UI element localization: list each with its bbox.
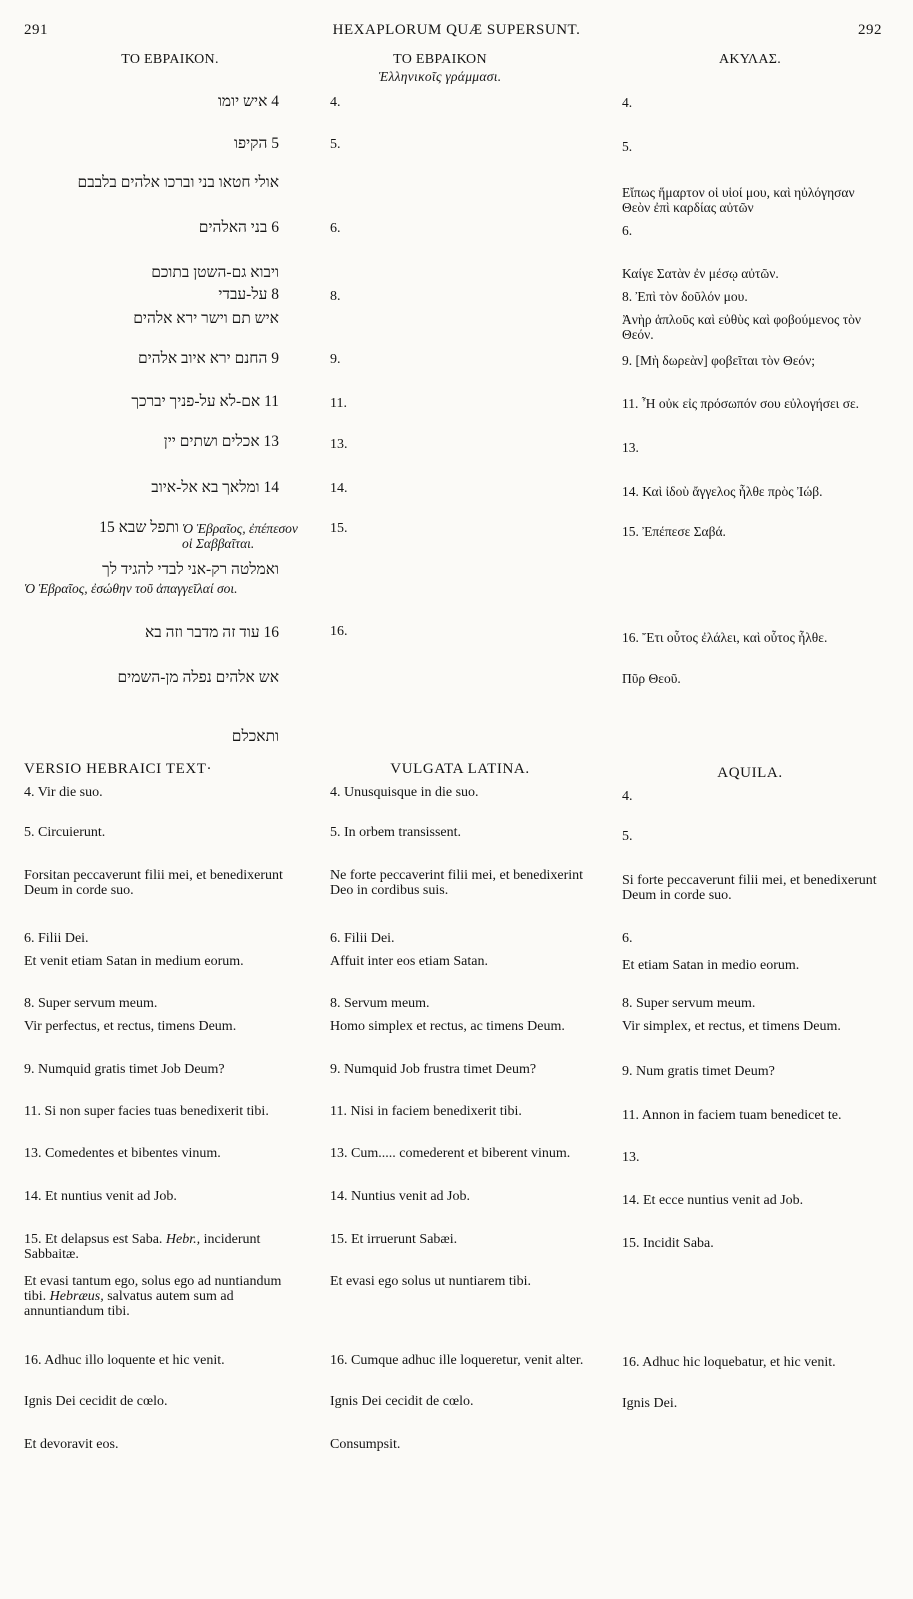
- hebrew-line: 5 הקיפו: [234, 135, 279, 152]
- translit-line: 16.: [330, 624, 348, 639]
- hebrew-line: 14 ומלאך בא אל-איוב: [151, 479, 279, 496]
- translit-line: 11.: [330, 396, 347, 411]
- vulgata-line: Affuit inter eos etiam Satan.: [330, 954, 488, 969]
- aquila-greek-line: 13.: [622, 440, 639, 455]
- page-number-left: 291: [24, 22, 48, 38]
- aquila-greek-line: Ἀνὴρ ἁπλοῦς καὶ εὐθὺς καὶ φοβούμενος τὸν Θεόν.: [622, 312, 861, 342]
- aquila-latin-line: Et etiam Satan in medio eorum.: [622, 958, 800, 973]
- aquila-greek-line: 11. Ἦ οὐκ εἰς πρόσωπόν σου εὐλογήσει σε.: [622, 396, 860, 411]
- translit-line: 9.: [330, 352, 341, 367]
- versio-line: Ignis Dei cecidit de cœlo.: [24, 1394, 168, 1409]
- aquila-greek-line: 4.: [622, 95, 633, 110]
- versio-line: 6. Filii Dei.: [24, 931, 89, 946]
- aquila-latin-line: 6.: [622, 931, 633, 946]
- hebrew-line: ואמלטה רק-אני לבדי להגיד לך: [102, 561, 279, 578]
- aquila-greek-line: 8. Ἐπὶ τὸν δοῦλόν μου.: [622, 289, 748, 304]
- aquila-greek-line: 14. Καὶ ἰδοὺ ἄγγελος ἦλθε πρὸς Ἰώβ.: [622, 484, 823, 499]
- versio-note-text: inciderunt Sabbaitæ.: [24, 1232, 261, 1262]
- col-header-transliterated: [320, 52, 560, 85]
- vulgata-line: 4. Unusquisque in die suo.: [330, 785, 479, 800]
- aquila-greek-line: Καίγε Σατὰν ἐν μέσῳ αὐτῶν.: [622, 266, 779, 281]
- versio-line: 8. Super servum meum.: [24, 996, 158, 1011]
- hebrew-line: אולי חטאו בני וברכו אלהים בלבבם: [77, 174, 279, 191]
- vulgata-line: 16. Cumque adhuc ille loqueretur, venit alter.: [330, 1353, 584, 1368]
- versio-line: 11. Si non super facies tuas benedixerit tibi.: [24, 1104, 269, 1119]
- versio-line: [24, 1232, 294, 1262]
- versio-line: 4. Vir die suo.: [24, 785, 103, 800]
- aquila-latin-line: Si forte peccaverunt filii mei, et benedixerunt Deum in corde suo.: [622, 873, 877, 903]
- versio-text: 15. Et delapsus est Saba.: [24, 1232, 163, 1247]
- aquila-greek-line: 15. Ἐπέπεσε Σαβά.: [622, 524, 726, 539]
- versio-note-label: Hebræus,: [49, 1289, 104, 1304]
- hebrew-line: 4 איש יומו: [217, 93, 279, 110]
- aquila-greek-line: 6.: [622, 223, 633, 238]
- aquila-greek-line: 9. [Μὴ δωρεὰν] φοβεῖται τὸν Θεόν;: [622, 353, 816, 368]
- aquila-latin-line: 13.: [622, 1150, 640, 1165]
- versio-line: 5. Circuierunt.: [24, 825, 106, 840]
- translit-line: 4.: [330, 95, 341, 110]
- hebrew-line: איש תם וישר ירא אלהים: [133, 310, 279, 327]
- vulgata-line: Homo simplex et rectus, ac timens Deum.: [330, 1019, 565, 1034]
- vulgata-line: 8. Servum meum.: [330, 996, 430, 1011]
- hebrew-line: אש אלהים נפלה מן-השמים: [117, 669, 279, 686]
- hebrew-note-greek: [182, 521, 302, 551]
- translit-line: 5.: [330, 137, 341, 152]
- versio-line: 14. Et nuntius venit ad Job.: [24, 1189, 177, 1204]
- aquila-greek-line: Πῦρ Θεοῦ.: [622, 671, 681, 686]
- versio-line: 9. Numquid gratis timet Job Deum?: [24, 1062, 225, 1077]
- translit-line: 8.: [330, 289, 341, 304]
- col-header-transliterated-sub: Ἑλληνικοῖς γράμμασι.: [378, 69, 502, 84]
- vulgata-line: 14. Nuntius venit ad Job.: [330, 1189, 470, 1204]
- vulgata-line: Ignis Dei cecidit de cœlo.: [330, 1394, 474, 1409]
- translit-line: 6.: [330, 221, 341, 236]
- vulgata-line: 6. Filii Dei.: [330, 931, 395, 946]
- col-header-hebrew: ΤΟ ΕΒΡΑΙΚΟΝ.: [121, 52, 219, 67]
- col-header-aquila-latin: AQUILA.: [717, 765, 783, 781]
- translit-line: 14.: [330, 481, 348, 496]
- hebrew-note-greek: Ὁ Ἑβραῖος, ἐσώθην τοῦ ἀπαγγεῖλαί σοι.: [24, 581, 238, 596]
- aquila-latin-line: 4.: [622, 789, 633, 804]
- versio-note-label: Hebr.,: [165, 1232, 201, 1247]
- hebrew-line: 8 על-עבדי: [218, 286, 279, 303]
- versio-line: 16. Adhuc illo loquente et hic venit.: [24, 1353, 225, 1368]
- vulgata-line: 11. Nisi in faciem benedixerit tibi.: [330, 1104, 522, 1119]
- aquila-latin-line: 14. Et ecce nuntius venit ad Job.: [622, 1193, 804, 1208]
- col-header-versio: VERSIO HEBRAICI TEXT·: [24, 761, 213, 777]
- vulgata-line: 9. Numquid Job frustra timet Deum?: [330, 1062, 537, 1077]
- aquila-greek-line: 5.: [622, 139, 633, 154]
- aquila-latin-line: 5.: [622, 829, 633, 844]
- hebrew-note-text: Ὁ Ἑβραῖος, ἐπέπεσον οἱ Σαββαῖται.: [182, 521, 298, 551]
- versio-line: 13. Comedentes et bibentes vinum.: [24, 1146, 221, 1161]
- aquila-latin-line: Vir simplex, et rectus, et timens Deum.: [622, 1019, 841, 1034]
- versio-line: Et devoravit eos.: [24, 1437, 119, 1452]
- running-title: HEXAPLORUM QUÆ SUPERSUNT.: [332, 22, 581, 38]
- col-header-vulgata: VULGATA LATINA.: [390, 761, 530, 777]
- versio-line: Et venit etiam Satan in medium eorum.: [24, 954, 244, 969]
- aquila-latin-line: 15. Incidit Saba.: [622, 1236, 714, 1251]
- aquila-latin-line: Ignis Dei.: [622, 1396, 678, 1411]
- col-header-transliterated-title: ΤΟ ΕΒΡΑΙΚΟΝ: [393, 52, 487, 67]
- versio-line: Forsitan peccaverunt filii mei, et benedixerunt Deum in corde suo.: [24, 868, 283, 898]
- versio-text: Et evasi tantum ego, solus ego ad nuntiandum tibi.: [24, 1274, 282, 1304]
- aquila-latin-line: 11. Annon in faciem tuam benedicet te.: [622, 1108, 842, 1123]
- versio-line: Vir perfectus, et rectus, timens Deum.: [24, 1019, 237, 1034]
- hebrew-line: 11 אם-לא על-פניך יברכך: [131, 393, 279, 410]
- vulgata-line: Ne forte peccaverint filii mei, et benedixerint Deo in cordibus suis.: [330, 868, 584, 898]
- hebrew-line: 9 החנם ירא איוב אלהים: [137, 350, 279, 367]
- aquila-latin-line: 8. Super servum meum.: [622, 996, 756, 1011]
- vulgata-line: Consumpsit.: [330, 1437, 401, 1452]
- hebrew-line: ותאכלם: [231, 728, 279, 745]
- page-number-right: 292: [858, 22, 882, 38]
- vulgata-line: 15. Et irruerunt Sabæi.: [330, 1232, 458, 1247]
- hebrew-line: ויבוא גם-השטן בתוכם: [151, 264, 279, 281]
- hebrew-line: ותפל שבא 15: [99, 519, 179, 536]
- vulgata-line: 5. In orbem transissent.: [330, 825, 462, 840]
- vulgata-line: Et evasi ego solus ut nuntiarem tibi.: [330, 1274, 532, 1289]
- vulgata-line: 13. Cum..... comederent et biberent vinum.: [330, 1146, 571, 1161]
- aquila-latin-line: 9. Num gratis timet Deum?: [622, 1064, 775, 1079]
- hebrew-line: 16 עוד זה מדבר וזה בא: [144, 624, 279, 641]
- hebrew-line: 6 בני האלהים: [198, 219, 279, 236]
- aquila-greek-line: 16. Ἔτι οὗτος ἐλάλει, καὶ οὗτος ἦλθε.: [622, 630, 828, 645]
- translit-line: 13.: [330, 437, 348, 452]
- versio-note-text: salvatus autem sum ad annuntiandum tibi.: [24, 1289, 234, 1319]
- hebrew-line: 13 אכלים ושתים יין: [163, 433, 279, 450]
- translit-line: 15.: [330, 521, 348, 536]
- versio-line: [24, 1274, 294, 1319]
- aquila-greek-line: Εἴπως ἥμαρτον οἱ υἱοί μου, καὶ ηὐλόγησαν Θεὸν ἐπὶ καρδίας αὐτῶν: [622, 185, 855, 215]
- aquila-latin-line: 16. Adhuc hic loquebatur, et hic venit.: [622, 1355, 836, 1370]
- col-header-aquila-greek: ΑΚΥΛΑΣ.: [718, 52, 782, 67]
